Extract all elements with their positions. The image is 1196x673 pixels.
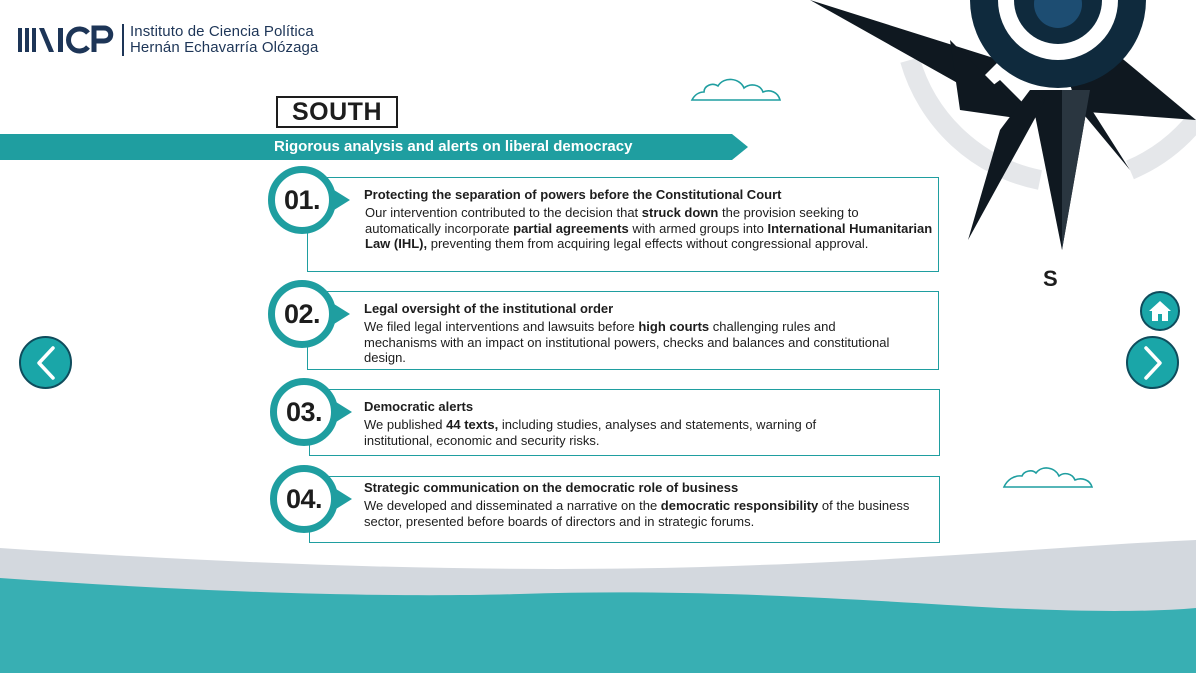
- item-body-text: the provision seeking to automatically incorporate: [365, 205, 859, 236]
- chevron-left-icon: [33, 345, 59, 381]
- item-body-highlight: democratic responsibility: [660, 498, 819, 513]
- item-body-text: challenging rules and mechanisms with an impact on institutional powers, checks and balances and constitutional design.: [364, 319, 890, 365]
- item-body-text: Our intervention contributed to the decision that: [365, 205, 642, 220]
- item-body-text: including studies, analyses and statements, warning of institutional, economic and security risks.: [364, 417, 817, 448]
- item-number-badge: 03.: [270, 378, 338, 446]
- badge-pointer-icon: [336, 489, 352, 509]
- item-body-text: We published: [364, 417, 447, 432]
- icp-logo-icon: [18, 25, 116, 55]
- home-button[interactable]: [1140, 291, 1180, 331]
- item-body-text: We filed legal interventions and lawsuits before: [364, 319, 639, 334]
- section-label: SOUTH: [276, 96, 398, 128]
- section-banner-text: Rigorous analysis and alerts on liberal democracy: [274, 138, 633, 155]
- item-body-text: of the business sector, presented before boards of directors and in strategic forums.: [364, 498, 910, 529]
- cloud-icon: [1002, 460, 1094, 490]
- item-body: [364, 498, 924, 529]
- home-icon: [1148, 300, 1172, 322]
- compass-direction-label: S: [1043, 266, 1058, 291]
- item-number-badge: 01.: [268, 166, 336, 234]
- chevron-right-icon: [1140, 345, 1166, 381]
- item-body-highlight: International Humanitarian Law (IHL),: [365, 220, 933, 251]
- item-title: Strategic communication on the democratic role of business: [364, 480, 739, 495]
- org-name-line1: Instituto de Ciencia Política: [130, 23, 314, 40]
- item-body-text: preventing them from acquiring legal effects without congressional approval.: [427, 236, 869, 251]
- organization-logo: [18, 24, 318, 56]
- item-title: Protecting the separation of powers before the Constitutional Court: [364, 187, 782, 202]
- previous-page-button[interactable]: [19, 336, 72, 389]
- badge-pointer-icon: [336, 402, 352, 422]
- item-body-text: with armed groups into: [628, 220, 768, 236]
- item-body-text: We developed and disseminated a narrative on the: [364, 498, 661, 513]
- item-body: [364, 319, 912, 366]
- item-body-highlight: partial agreements: [513, 220, 629, 236]
- org-name-line2: Hernán Echavarría Olózaga: [130, 39, 319, 56]
- item-body: [365, 205, 935, 252]
- item-number-badge: 04.: [270, 465, 338, 533]
- item-title: Legal oversight of the institutional order: [364, 301, 614, 316]
- item-body-highlight: 44 texts,: [446, 417, 499, 432]
- item-body: [364, 417, 874, 448]
- cloud-icon: [690, 74, 782, 104]
- item-body-highlight: struck down: [641, 205, 719, 220]
- badge-pointer-icon: [334, 190, 350, 210]
- item-title: Democratic alerts: [364, 399, 474, 414]
- badge-pointer-icon: [334, 304, 350, 324]
- item-body-highlight: high courts: [638, 319, 710, 334]
- next-page-button[interactable]: [1126, 336, 1179, 389]
- item-number-badge: 02.: [268, 280, 336, 348]
